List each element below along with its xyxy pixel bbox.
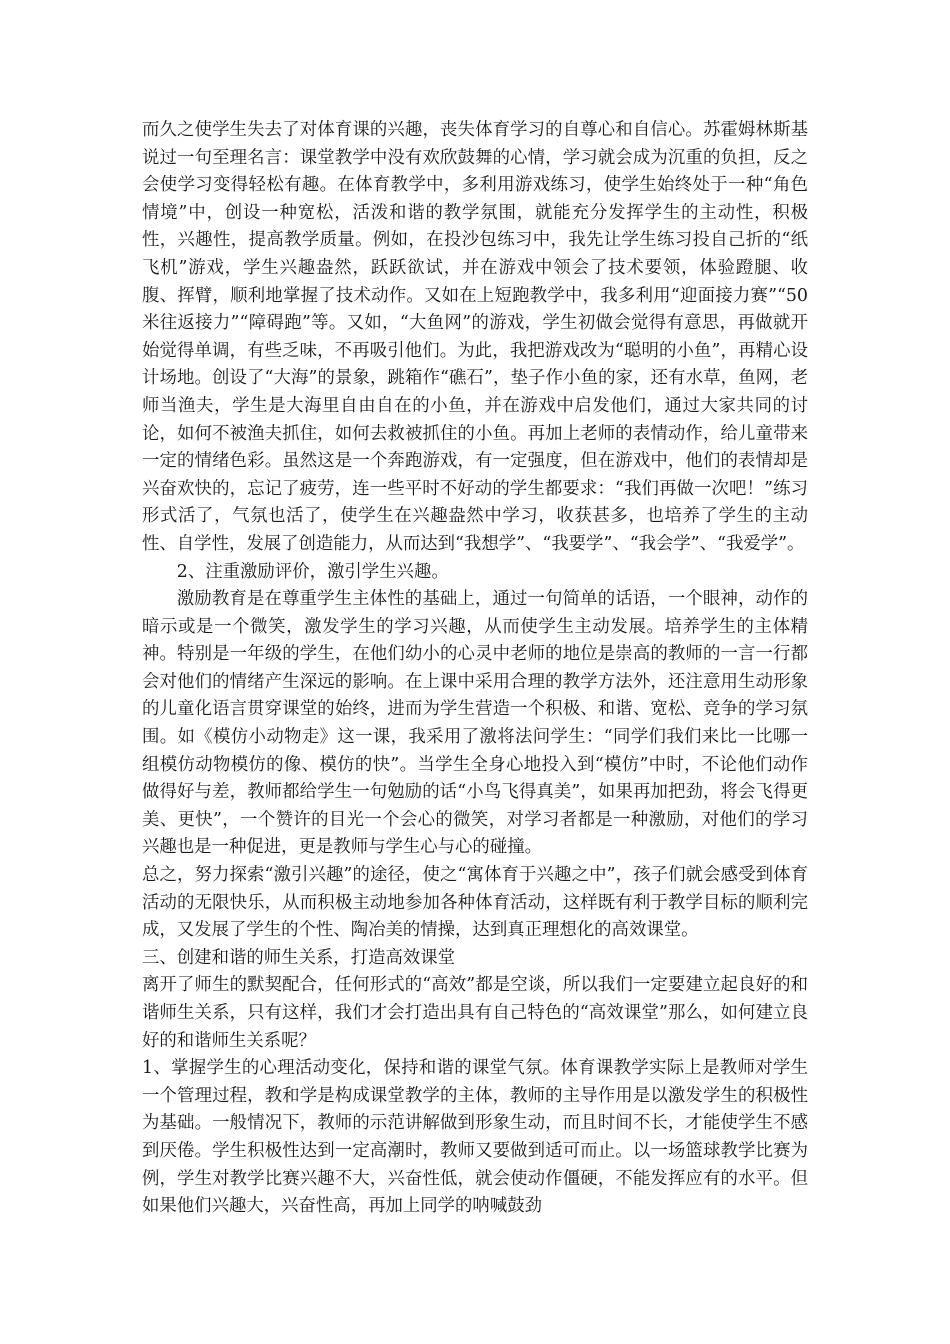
paragraph-encouragement-education: 激励教育是在尊重学生主体性的基础上，通过一句简单的话语，一个眼神，动作的暗示或是一个微笑，激发学生的学习兴趣，从而使学生主动发展。培养学生的主体精神。特别是一年级的学生，在他们幼小的心灵中老师的地位是崇高的教师的一言一行都会对他们的情绪产生深远的影响。在上课中采用合理的教学方法外，还注意用生动形象的儿童化语言贯穿课堂的始终，进而为学生营造一个积极、和谐、宽松、竞争的学习氛围。如《模仿小动物走》这一课，我采用了激将法问学生：“同学们我们来比一比哪一组模仿动物模仿的像、模仿的快”。当学生全身心地投入到“模仿”中时，不论他们动作做得好与差，教师都给学生一句勉励的话“小鸟飞得真美”，如果再加把劲，将会飞得更美、更快”，一个赞许的目光一个会心的微笑，对学习者都是一种激励，对他们的学习兴趣也是一种促进，更是教师与学生心与心的碰撞。 [142,589,808,858]
section-heading-encouragement: 2、注重激励评价，激引学生兴趣。 [176,561,449,582]
paragraph-relationship-intro: 离开了师生的默契配合，任何形式的“高效”都是空谈，所以我们一定要建立起良好的和谐师生关系，只有这样，我们才会打造出具有自己特色的“高效课堂”那么，如何建立良好的和谐师生关系呢？ [142,975,808,1051]
paragraph-game-teaching: 而久之使学生失去了对体育课的兴趣，丧失体育学习的自尊心和自信心。苏霍姆林斯基说过一句至理名言：课堂教学中没有欢欣鼓舞的心情，学习就会成为沉重的负担，反之会使学习变得轻松有趣。在体育教学中，多利用游戏练习，使学生始终处于一种“角色情境”中，创设一种宽松，活泼和谐的教学氛围，就能充分发挥学生的主动性，积极性，兴趣性，提高教学质量。例如，在投沙包练习中，我先让学生练习投自己折的“纸飞机”游戏，学生兴趣盎然，跃跃欲试，并在游戏中领会了技术要领，体验蹬腿、收腹、挥臂，顺利地掌握了技术动作。又如在上短跑教学中，我多利用“迎面接力赛”“50米往返接力”“障碍跑”等。又如，“大鱼网”的游戏，学生初做会觉得有意思，再做就开始觉得单调，有些乏味，不再吸引他们。为此，我把游戏改为“聪明的小鱼”，再精心设计场地。创设了“大海”的景象，跳箱作“礁石”，垫子作小鱼的家，还有水草，鱼网，老师当渔夫，学生是大海里自由自在的小鱼，并在游戏中启发他们，通过大家共同的讨论，如何不被渔夫抓住，如何去救被抓住的小鱼。再加上老师的表情动作，给儿童带来一定的情绪色彩。虽然这是一个奔跑游戏，有一定强度，但在游戏中，他们的表情却是兴奋欢快的，忘记了疲劳，连一些平时不好动的学生都要求：“我们再做一次吧！”练习形式活了，气氛也活了，使学生在兴趣盎然中学习，收获甚多，也培养了学生的主动性、自学性，发展了创造能力，从而达到“我想学”、“我要学”、“我会学”、“我爱学”。 [142,120,808,554]
paragraph-summary: 总之，努力探索“激引兴趣”的途径，使之“寓体育于兴趣之中”，孩子们就会感受到体育活动的无限快乐，从而积极主动地参加各种体育活动，这样既有利于教学目标的顺利完成，又发展了学生的个性、陶冶美的情操，达到真正理想化的高效课堂。 [142,865,808,941]
document-body [142,117,808,1221]
paragraph-psychology: 1、掌握学生的心理活动变化，保持和谐的课堂气氛。体育课教学实际上是教师对学生一个管理过程，教和学是构成课堂教学的主体，教师的主导作用是以激发学生的积极性为基础。一般情况下，教师的示范讲解做到形象生动，而且时间不长，才能使学生不感到厌倦。学生积极性达到一定高潮时，教师又要做到适可而止。以一场篮球教学比赛为例，学生对教学比赛兴趣不大，兴奋性低，就会使动作僵硬，不能发挥应有的水平。但如果他们兴趣大，兴奋性高，再加上同学的呐喊鼓劲 [142,1058,808,1217]
section-heading-teacher-student-relationship: 三、创建和谐的师生关系，打造高效课堂 [142,947,456,968]
